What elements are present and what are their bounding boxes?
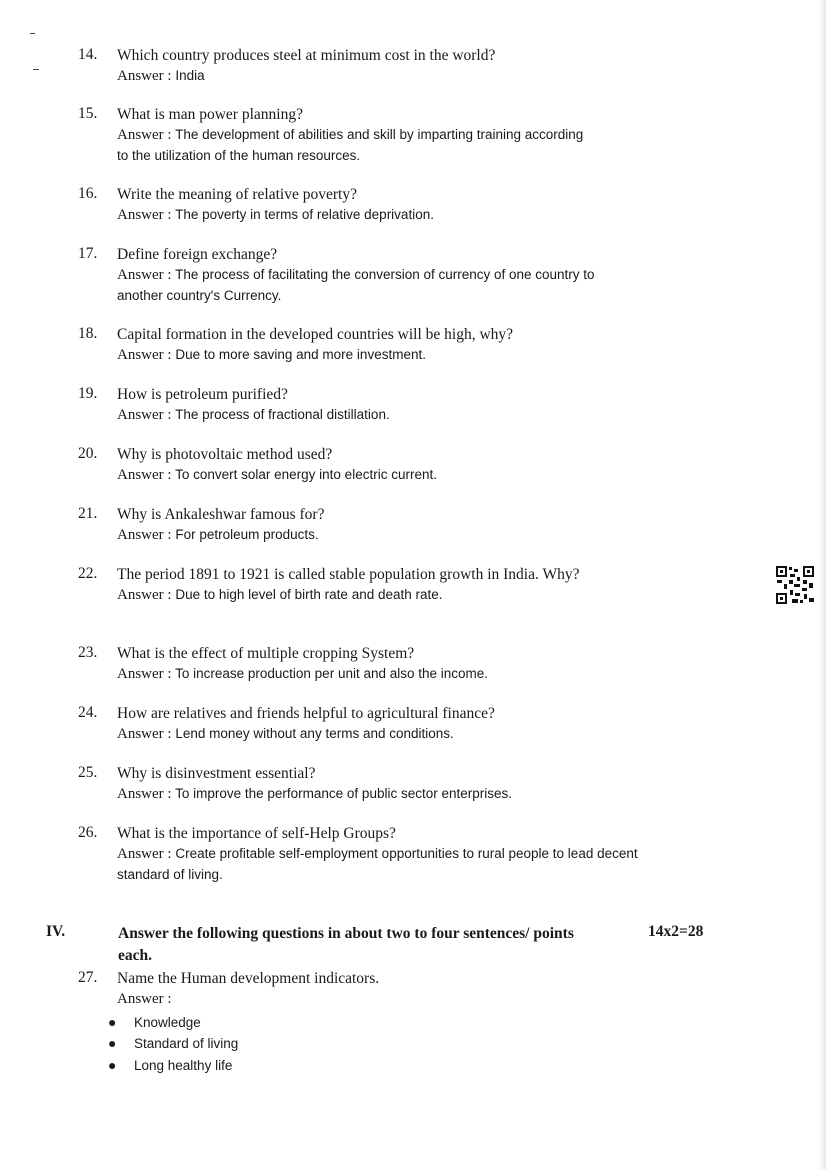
list-item (108, 1012, 638, 1034)
question-block-25 (78, 764, 638, 805)
scan-mark (33, 69, 39, 70)
question-number: 17. (78, 245, 98, 262)
question-number: 22. (78, 565, 98, 582)
question-block-16 (78, 185, 638, 226)
question-block-27 (78, 969, 638, 1076)
bullet-icon: ● (108, 1056, 117, 1073)
section-instruction: Answer the following questions in about two to four sentences/ points each. (118, 925, 574, 964)
question-text: Capital formation in the developed countries will be high, why? (117, 326, 514, 343)
section-number: IV. (46, 923, 66, 940)
question-number: 20. (78, 445, 98, 462)
question-number: 18. (78, 325, 98, 342)
page-edge (818, 0, 826, 1169)
question-text: Which country produces steel at minimum cost in the world? (117, 47, 496, 64)
question-block-15 (78, 105, 598, 166)
answer-label: Answer : (117, 267, 172, 283)
answer-label: Answer : (117, 207, 172, 223)
answer-text: Due to high level of birth rate and death rate. (175, 587, 443, 602)
answer-text: To increase production per unit and also the income. (175, 666, 489, 681)
answer-label: Answer : (117, 587, 172, 603)
answer-label: Answer : (117, 726, 172, 742)
question-block-23 (78, 644, 638, 685)
question-text: What is man power planning? (117, 106, 303, 123)
answer-label: Answer : (117, 68, 172, 84)
answer-label: Answer : (117, 467, 172, 483)
question-number: 23. (78, 644, 98, 661)
answer (117, 784, 638, 805)
question-number: 21. (78, 505, 98, 522)
point-text: Knowledge (134, 1014, 201, 1030)
qr-code-icon (775, 565, 815, 605)
answer-label: Answer : (117, 846, 172, 862)
answer-label: Answer : (117, 527, 172, 543)
answer-text: India (175, 68, 205, 83)
question-block-18 (78, 325, 638, 366)
bullet-icon: ● (108, 1013, 117, 1030)
answer-label: Answer : (117, 347, 172, 363)
question-text: What is the importance of self-Help Groups? (117, 825, 396, 842)
question-text: Why is Ankaleshwar famous for? (117, 506, 325, 523)
question-number: 15. (78, 105, 98, 122)
list-item (108, 1055, 638, 1077)
answer (117, 989, 638, 1010)
answer-text: The development of abilities and skill by imparting training according to the utilization of the human resources. (117, 127, 584, 163)
question-block-20 (78, 445, 638, 486)
scan-mark (30, 33, 35, 34)
answer-text: Lend money without any terms and conditions. (175, 726, 454, 741)
question-block-24 (78, 704, 638, 745)
answer-label: Answer : (117, 666, 172, 682)
question-block-14 (78, 46, 638, 87)
answer-text: The poverty in terms of relative deprivation. (175, 207, 434, 222)
answer-text: To convert solar energy into electric current. (175, 467, 437, 482)
point-text: Standard of living (134, 1036, 239, 1051)
question-block-17 (78, 245, 598, 306)
answer (117, 465, 638, 486)
question-block-21 (78, 505, 638, 546)
answer (117, 265, 598, 306)
answer (117, 205, 638, 226)
answer (117, 585, 648, 606)
point-text: Long healthy life (134, 1057, 233, 1073)
bullet-icon: ● (108, 1035, 117, 1051)
question-text: Write the meaning of relative poverty? (117, 186, 357, 203)
question-text: Why is disinvestment essential? (117, 765, 316, 782)
question-block-22 (78, 565, 648, 606)
question-number: 19. (78, 385, 98, 402)
question-text: Name the Human development indicators. (117, 970, 380, 987)
answer-points (78, 1012, 638, 1077)
answer-label: Answer : (117, 991, 172, 1007)
answer-text: To improve the performance of public sector enterprises. (175, 786, 513, 801)
question-text: The period 1891 to 1921 is called stable population growth in India. Why? (117, 566, 580, 583)
question-number: 26. (78, 824, 98, 841)
answer (117, 525, 638, 546)
answer (117, 125, 598, 166)
question-number: 24. (78, 704, 98, 721)
answer (117, 66, 638, 87)
question-text: How are relatives and friends helpful to agricultural finance? (117, 705, 495, 722)
answer (117, 405, 638, 426)
answer-text: The process of facilitating the conversion of currency of one country to another country's Currency. (117, 267, 595, 303)
answer-label: Answer : (117, 786, 172, 802)
section-marks: 14x2=28 (648, 923, 704, 940)
question-text: Define foreign exchange? (117, 246, 278, 263)
answer-text: Due to more saving and more investment. (175, 347, 426, 362)
answer (117, 664, 638, 685)
question-text: What is the effect of multiple cropping System? (117, 645, 415, 662)
answer-label: Answer : (117, 127, 172, 143)
answer (117, 345, 638, 366)
question-number: 16. (78, 185, 98, 202)
answer (117, 844, 638, 885)
list-item (108, 1033, 638, 1055)
question-text: How is petroleum purified? (117, 386, 288, 403)
answer-text: For petroleum products. (175, 527, 319, 542)
answer-text: Create profitable self-employment opportunities to rural people to lead decent standard of living. (117, 846, 638, 882)
question-text: Why is photovoltaic method used? (117, 446, 333, 463)
answer-label: Answer : (117, 407, 172, 423)
answer-text: The process of fractional distillation. (175, 407, 390, 422)
question-block-26 (78, 824, 638, 885)
question-number: 14. (78, 46, 98, 63)
question-number: 25. (78, 764, 98, 781)
question-number: 27. (78, 969, 98, 986)
question-block-19 (78, 385, 638, 426)
answer (117, 724, 638, 745)
